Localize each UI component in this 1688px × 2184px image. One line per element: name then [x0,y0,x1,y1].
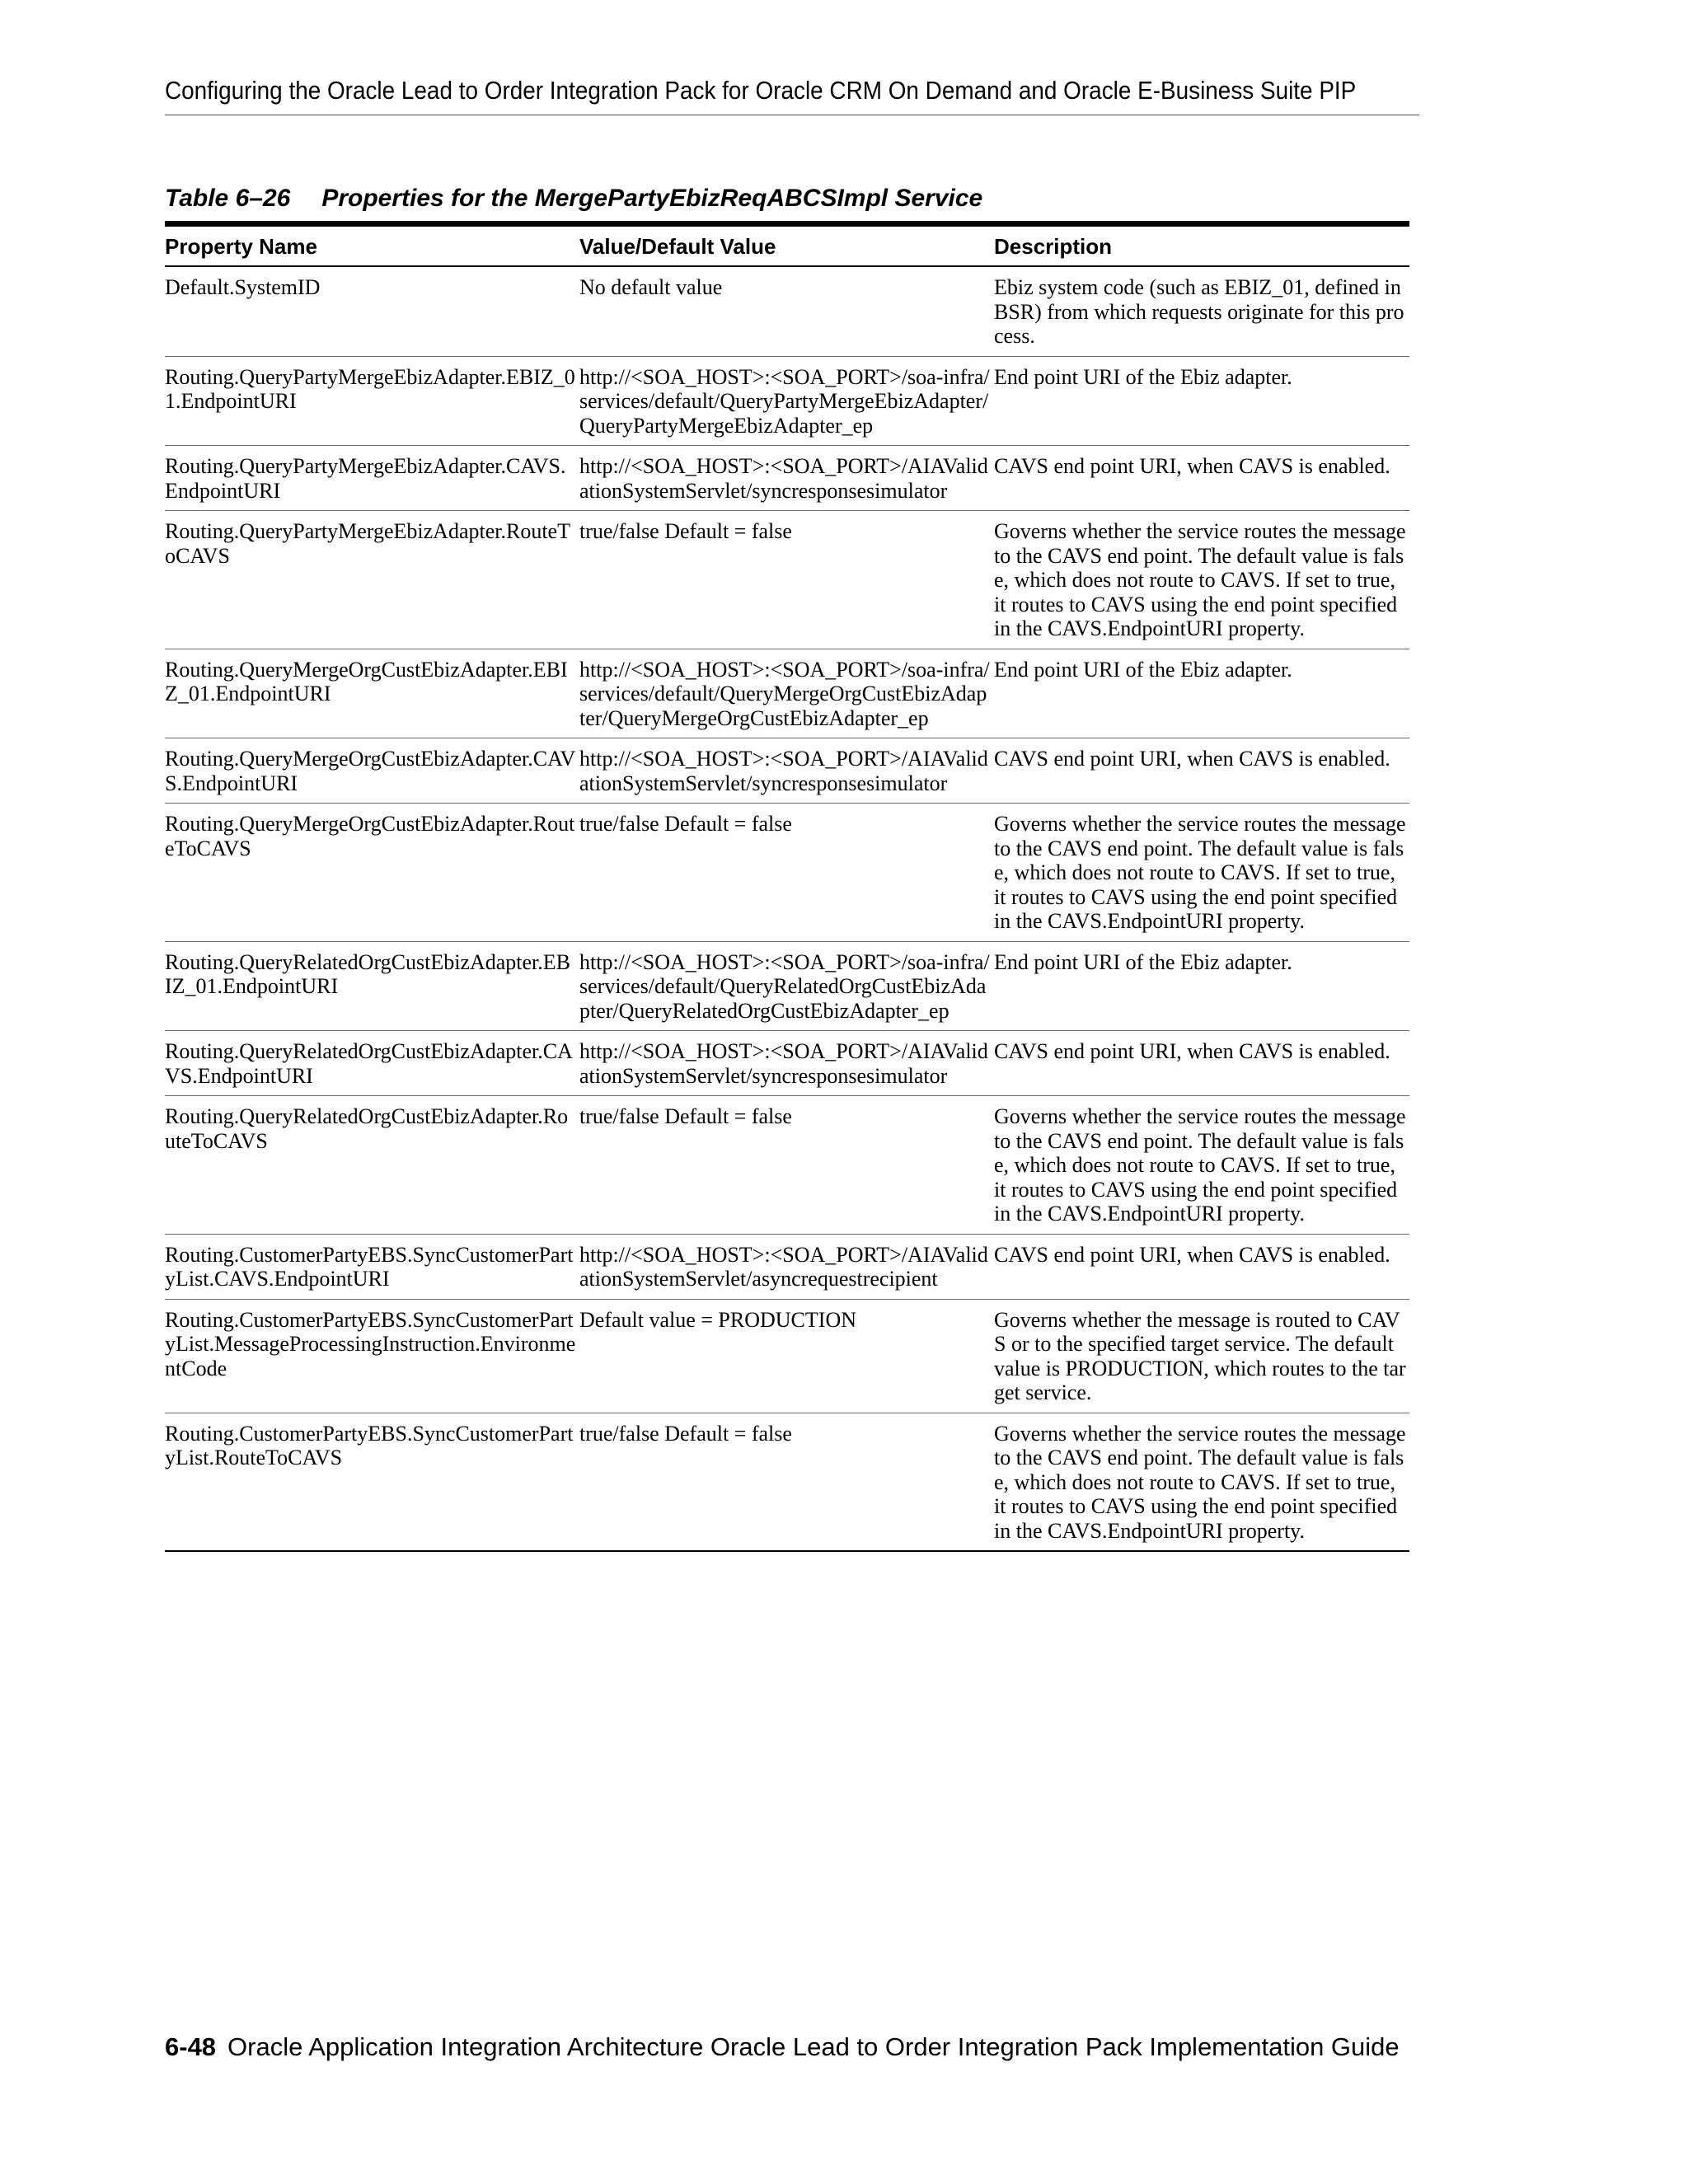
table-row [165,1413,1409,1551]
description-cell: Governs whether the service routes the message to the CAVS end point. The default value is false, which does not route to CAVS. If set to true, it routes to CAVS using the end point specified in the CAVS.EndpointURI property. [994,804,1409,942]
book-title: Oracle Application Integration Architecture Oracle Lead to Order Integration Pack Implementation Guide [227,2032,1400,2061]
default-value-cell: No default value [579,266,994,356]
default-value-cell: Default value = PRODUCTION [579,1299,994,1413]
table-body [165,266,1409,1551]
description-cell: End point URI of the Ebiz adapter. [994,356,1409,446]
description-cell: End point URI of the Ebiz adapter. [994,649,1409,738]
page-footer [165,2031,1400,2064]
default-value-cell: true/false Default = false [579,1413,994,1551]
property-name-cell: Default.SystemID [165,266,579,356]
table-title: Properties for the MergePartyEbizReqABCSImpl Service [321,185,983,212]
table-row [165,649,1409,738]
property-name-cell: Routing.QueryMergeOrgCustEbizAdapter.RouteToCAVS [165,804,579,942]
default-value-cell: http://<SOA_HOST>:<SOA_PORT>/AIAValidationSystemServlet/syncresponsesimulator [579,446,994,511]
property-name-cell: Routing.CustomerPartyEBS.SyncCustomerPartyList.MessageProcessingInstruction.EnvironmentCode [165,1299,579,1413]
table-row [165,1234,1409,1299]
default-value-cell: http://<SOA_HOST>:<SOA_PORT>/soa-infra/services/default/QueryRelatedOrgCustEbizAdapter/QueryRelatedOrgCustEbizAdapter_ep [579,941,994,1031]
properties-table [165,221,1409,1552]
column-header-property-name: Property Name [165,224,579,267]
table-row [165,446,1409,511]
property-name-cell: Routing.QueryRelatedOrgCustEbizAdapter.CAVS.EndpointURI [165,1031,579,1096]
description-cell: Governs whether the service routes the message to the CAVS end point. The default value is false, which does not route to CAVS. If set to true, it routes to CAVS using the end point specified in the CAVS.EndpointURI property. [994,511,1409,649]
property-name-cell: Routing.QueryRelatedOrgCustEbizAdapter.EBIZ_01.EndpointURI [165,941,579,1031]
description-cell: End point URI of the Ebiz adapter. [994,941,1409,1031]
running-header: Configuring the Oracle Lead to Order Integration Pack for Oracle CRM On Demand and Oracle E-Business Suite PIP [165,76,1357,105]
default-value-cell: http://<SOA_HOST>:<SOA_PORT>/AIAValidationSystemServlet/syncresponsesimulator [579,1031,994,1096]
default-value-cell: true/false Default = false [579,804,994,942]
description-cell: CAVS end point URI, when CAVS is enabled. [994,1234,1409,1299]
table-caption [165,183,982,214]
table-row [165,804,1409,942]
description-cell: CAVS end point URI, when CAVS is enabled. [994,446,1409,511]
default-value-cell: http://<SOA_HOST>:<SOA_PORT>/soa-infra/services/default/QueryPartyMergeEbizAdapter/QueryPartyMergeEbizAdapter_ep [579,356,994,446]
column-header-value: Value/Default Value [579,224,994,267]
description-cell: Governs whether the message is routed to CAVS or to the specified target service. The default value is PRODUCTION, which routes to the target service. [994,1299,1409,1413]
property-name-cell: Routing.QueryMergeOrgCustEbizAdapter.CAVS.EndpointURI [165,738,579,804]
property-name-cell: Routing.QueryPartyMergeEbizAdapter.RouteToCAVS [165,511,579,649]
table-row [165,1031,1409,1096]
property-name-cell: Routing.QueryMergeOrgCustEbizAdapter.EBIZ_01.EndpointURI [165,649,579,738]
default-value-cell: http://<SOA_HOST>:<SOA_PORT>/AIAValidationSystemServlet/syncresponsesimulator [579,738,994,804]
column-header-description: Description [994,224,1409,267]
table-row [165,941,1409,1031]
property-name-cell: Routing.QueryPartyMergeEbizAdapter.EBIZ_01.EndpointURI [165,356,579,446]
property-name-cell: Routing.QueryRelatedOrgCustEbizAdapter.RouteToCAVS [165,1096,579,1235]
table-label: Table 6–26 [165,185,291,212]
description-cell: CAVS end point URI, when CAVS is enabled. [994,1031,1409,1096]
table-row [165,1096,1409,1235]
property-name-cell: Routing.QueryPartyMergeEbizAdapter.CAVS.EndpointURI [165,446,579,511]
property-name-cell: Routing.CustomerPartyEBS.SyncCustomerPartyList.RouteToCAVS [165,1413,579,1551]
description-cell: CAVS end point URI, when CAVS is enabled. [994,738,1409,804]
default-value-cell: true/false Default = false [579,1096,994,1235]
table-row [165,356,1409,446]
default-value-cell: http://<SOA_HOST>:<SOA_PORT>/AIAValidationSystemServlet/asyncrequestrecipient [579,1234,994,1299]
default-value-cell: http://<SOA_HOST>:<SOA_PORT>/soa-infra/services/default/QueryMergeOrgCustEbizAdapter/QueryMergeOrgCustEbizAdapter_ep [579,649,994,738]
table-row [165,511,1409,649]
property-name-cell: Routing.CustomerPartyEBS.SyncCustomerPartyList.CAVS.EndpointURI [165,1234,579,1299]
page-number: 6-48 [165,2032,217,2061]
default-value-cell: true/false Default = false [579,511,994,649]
table-row [165,1299,1409,1413]
description-cell: Governs whether the service routes the message to the CAVS end point. The default value is false, which does not route to CAVS. If set to true, it routes to CAVS using the end point specified in the CAVS.EndpointURI property. [994,1413,1409,1551]
description-cell: Ebiz system code (such as EBIZ_01, defined in BSR) from which requests originate for this process. [994,266,1409,356]
table-row [165,266,1409,356]
description-cell: Governs whether the service routes the message to the CAVS end point. The default value is false, which does not route to CAVS. If set to true, it routes to CAVS using the end point specified in the CAVS.EndpointURI property. [994,1096,1409,1235]
table-row [165,738,1409,804]
table-header-row [165,224,1409,267]
